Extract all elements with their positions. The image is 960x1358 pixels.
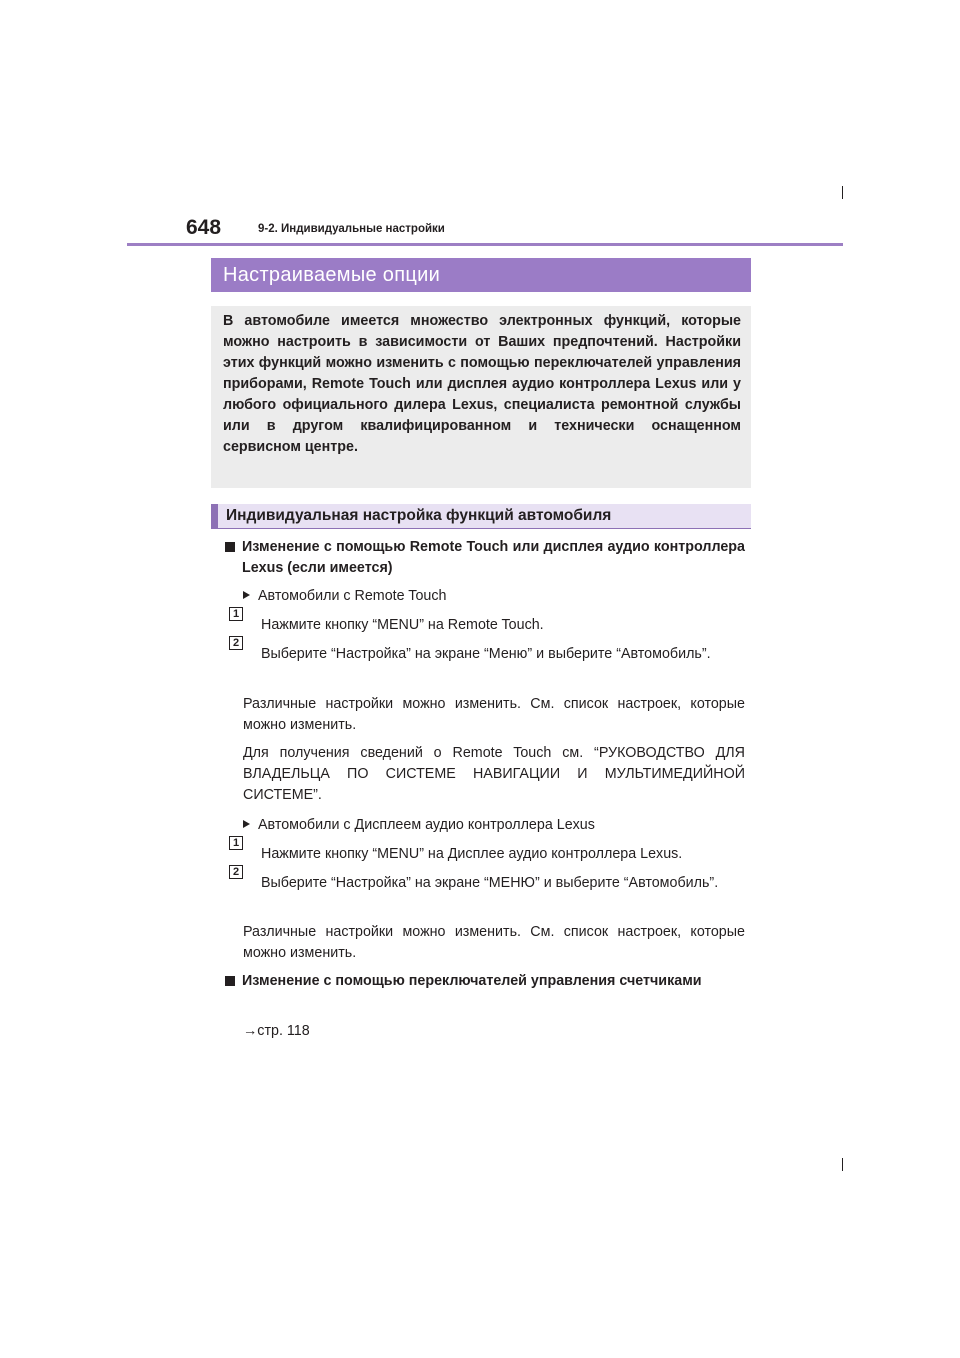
step-1-audio-display bbox=[229, 837, 745, 865]
step-text: Нажмите кнопку “MENU” на Remote Touch. bbox=[261, 617, 544, 633]
crop-mark-bottom bbox=[842, 1158, 843, 1171]
step-text: Выберите “Настройка” на экране “Меню” и выберите “Автомобиль”. bbox=[261, 646, 711, 662]
header-rule bbox=[127, 243, 843, 246]
step-text: Выберите “Настройка” на экране “МЕНЮ” и выберите “Автомобиль”. bbox=[261, 875, 719, 891]
step-number-2-icon: 2 bbox=[229, 865, 243, 879]
triangle-arrow-icon bbox=[243, 820, 250, 828]
page-title-bar bbox=[211, 258, 751, 292]
group-label-audio-display bbox=[243, 815, 595, 836]
group-label-text: Автомобили с Remote Touch bbox=[258, 588, 447, 604]
intro-text: В автомобиле имеется множество электронных функций, которые можно настроить в зависимости от Ваших предпочтений. Настройки этих функций можно изменить с помощью переключателей управления приборами, Remote Touch или дисплея аудио контроллера Lexus или у любого официального дилера Lexus, специалиста ремонтной службы или в другом квалифицированном и технически оснащенном сервисном центре. bbox=[223, 313, 741, 455]
step-2-audio-display bbox=[229, 866, 745, 894]
subheader-label: Индивидуальная настройка функций автомобиля bbox=[226, 507, 612, 524]
step-text: Нажмите кнопку “MENU” на Дисплее аудио контроллера Lexus. bbox=[261, 846, 683, 862]
step-number-1-icon: 1 bbox=[229, 836, 243, 850]
note-settings: Различные настройки можно изменить. См. список настроек, которые можно изменить. bbox=[243, 696, 745, 733]
bullet-heading-remote-touch bbox=[225, 537, 745, 579]
bullet-heading-text: Изменение с помощью переключателей управления счетчиками bbox=[242, 973, 702, 989]
crop-mark-top bbox=[842, 186, 843, 199]
group-label-remote-touch bbox=[243, 586, 446, 607]
step-number-2-icon: 2 bbox=[229, 636, 243, 650]
bullet-heading-meter-switches bbox=[225, 971, 745, 992]
page-number: 648 bbox=[186, 216, 222, 239]
step-1-remote-touch bbox=[229, 608, 745, 636]
page-title: Настраиваемые опции bbox=[223, 263, 441, 286]
section-subheader bbox=[211, 504, 751, 529]
triangle-arrow-icon bbox=[243, 591, 250, 599]
intro-box bbox=[211, 306, 751, 488]
page-reference-link[interactable]: →стр. 118 bbox=[243, 1023, 310, 1039]
group-label-text: Автомобили с Дисплеем аудио контроллера Lexus bbox=[258, 817, 595, 833]
square-bullet-icon bbox=[225, 976, 235, 986]
step-2-remote-touch bbox=[229, 637, 745, 665]
note-settings: Различные настройки можно изменить. См. список настроек, которые можно изменить. bbox=[243, 924, 745, 961]
step-number-1-icon: 1 bbox=[229, 607, 243, 621]
square-bullet-icon bbox=[225, 542, 235, 552]
note-remote-touch-manual: Для получения сведений о Remote Touch см. “РУКОВОДСТВО ДЛЯ ВЛАДЕЛЬЦА ПО СИСТЕМЕ НАВИГАЦИИ И МУЛЬТИМЕДИЙНОЙ СИСТЕМЕ”. bbox=[243, 745, 745, 803]
section-title: 9-2. Индивидуальные настройки bbox=[258, 223, 445, 235]
bullet-heading-text: Изменение с помощью Remote Touch или дисплея аудио контроллера Lexus (если имеется) bbox=[242, 539, 745, 576]
